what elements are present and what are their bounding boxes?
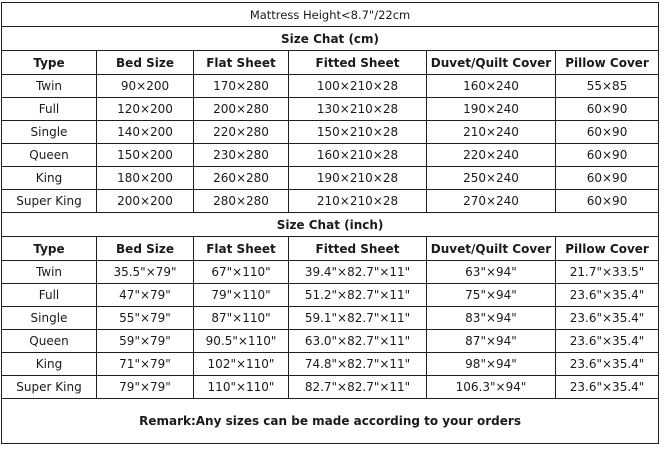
cell-type: Super King xyxy=(2,190,97,213)
cell-duvet-cover: 83"×94" xyxy=(427,307,556,330)
cell-bed-size: 35.5"×79" xyxy=(97,261,194,284)
table-row xyxy=(2,98,659,121)
table-row xyxy=(2,261,659,284)
column-header-pillow-cover: Pillow Cover xyxy=(556,51,659,75)
column-header-type: Type xyxy=(2,237,97,261)
table-row xyxy=(2,144,659,167)
cell-fitted-sheet: 74.8"×82.7"×11" xyxy=(289,353,427,376)
table-row xyxy=(2,75,659,98)
cell-type: Single xyxy=(2,307,97,330)
cell-fitted-sheet: 39.4"×82.7"×11" xyxy=(289,261,427,284)
remark-text: Remark:Any sizes can be made according to your orders xyxy=(2,399,659,444)
cell-flat-sheet: 110"×110" xyxy=(194,376,289,399)
table-row xyxy=(2,330,659,353)
column-header-flat-sheet: Flat Sheet xyxy=(194,51,289,75)
cell-fitted-sheet: 82.7"×82.7"×11" xyxy=(289,376,427,399)
cell-pillow-cover: 23.6"×35.4" xyxy=(556,307,659,330)
cell-duvet-cover: 270×240 xyxy=(427,190,556,213)
cell-fitted-sheet: 59.1"×82.7"×11" xyxy=(289,307,427,330)
cell-pillow-cover: 60×90 xyxy=(556,190,659,213)
cell-fitted-sheet: 63.0"×82.7"×11" xyxy=(289,330,427,353)
cell-flat-sheet: 220×280 xyxy=(194,121,289,144)
cell-flat-sheet: 79"×110" xyxy=(194,284,289,307)
cell-pillow-cover: 60×90 xyxy=(556,167,659,190)
cell-duvet-cover: 220×240 xyxy=(427,144,556,167)
column-header-type: Type xyxy=(2,51,97,75)
cell-flat-sheet: 90.5"×110" xyxy=(194,330,289,353)
cell-type: Twin xyxy=(2,261,97,284)
cell-fitted-sheet: 51.2"×82.7"×11" xyxy=(289,284,427,307)
cell-duvet-cover: 63"×94" xyxy=(427,261,556,284)
cell-pillow-cover: 60×90 xyxy=(556,144,659,167)
column-header-bed-size: Bed Size xyxy=(97,51,194,75)
cell-pillow-cover: 60×90 xyxy=(556,98,659,121)
table-row xyxy=(2,376,659,399)
cell-bed-size: 79"×79" xyxy=(97,376,194,399)
cell-flat-sheet: 67"×110" xyxy=(194,261,289,284)
cell-duvet-cover: 106.3"×94" xyxy=(427,376,556,399)
cell-fitted-sheet: 190×210×28 xyxy=(289,167,427,190)
cell-fitted-sheet: 150×210×28 xyxy=(289,121,427,144)
column-header-duvet-cover: Duvet/Quilt Cover xyxy=(427,237,556,261)
cell-pillow-cover: 23.6"×35.4" xyxy=(556,353,659,376)
column-header-flat-sheet: Flat Sheet xyxy=(194,237,289,261)
section-title-inch: Size Chat (inch) xyxy=(2,213,659,237)
table-row xyxy=(2,284,659,307)
remark-row xyxy=(2,399,659,444)
cell-bed-size: 140×200 xyxy=(97,121,194,144)
cell-bed-size: 59"×79" xyxy=(97,330,194,353)
cell-duvet-cover: 87"×94" xyxy=(427,330,556,353)
cell-pillow-cover: 23.6"×35.4" xyxy=(556,330,659,353)
cell-flat-sheet: 230×280 xyxy=(194,144,289,167)
cell-duvet-cover: 210×240 xyxy=(427,121,556,144)
column-header-row-cm xyxy=(2,51,659,75)
cell-pillow-cover: 23.6"×35.4" xyxy=(556,376,659,399)
column-header-fitted-sheet: Fitted Sheet xyxy=(289,51,427,75)
cell-bed-size: 71"×79" xyxy=(97,353,194,376)
cell-type: Full xyxy=(2,98,97,121)
cell-flat-sheet: 87"×110" xyxy=(194,307,289,330)
cell-bed-size: 120×200 xyxy=(97,98,194,121)
section-title-cm: Size Chat (cm) xyxy=(2,27,659,51)
cell-duvet-cover: 75"×94" xyxy=(427,284,556,307)
table-row xyxy=(2,353,659,376)
cell-pillow-cover: 21.7"×33.5" xyxy=(556,261,659,284)
cell-fitted-sheet: 100×210×28 xyxy=(289,75,427,98)
cell-duvet-cover: 190×240 xyxy=(427,98,556,121)
cell-type: King xyxy=(2,353,97,376)
cell-duvet-cover: 98"×94" xyxy=(427,353,556,376)
size-chart-table xyxy=(1,2,659,444)
cell-type: Full xyxy=(2,284,97,307)
cell-flat-sheet: 102"×110" xyxy=(194,353,289,376)
cell-bed-size: 47"×79" xyxy=(97,284,194,307)
cell-duvet-cover: 160×240 xyxy=(427,75,556,98)
cell-fitted-sheet: 130×210×28 xyxy=(289,98,427,121)
cell-duvet-cover: 250×240 xyxy=(427,167,556,190)
cell-pillow-cover: 55×85 xyxy=(556,75,659,98)
table-row xyxy=(2,121,659,144)
cell-flat-sheet: 170×280 xyxy=(194,75,289,98)
mattress-height-title: Mattress Height<8.7"/22cm xyxy=(2,3,659,27)
title-row xyxy=(2,3,659,27)
cell-bed-size: 200×200 xyxy=(97,190,194,213)
cell-bed-size: 55"×79" xyxy=(97,307,194,330)
cell-pillow-cover: 23.6"×35.4" xyxy=(556,284,659,307)
table-row xyxy=(2,307,659,330)
cell-type: Twin xyxy=(2,75,97,98)
cell-flat-sheet: 260×280 xyxy=(194,167,289,190)
cell-fitted-sheet: 210×210×28 xyxy=(289,190,427,213)
column-header-pillow-cover: Pillow Cover xyxy=(556,237,659,261)
cell-fitted-sheet: 160×210×28 xyxy=(289,144,427,167)
table-row xyxy=(2,167,659,190)
table-row xyxy=(2,190,659,213)
cell-bed-size: 150×200 xyxy=(97,144,194,167)
cell-type: Queen xyxy=(2,330,97,353)
cell-type: Super King xyxy=(2,376,97,399)
column-header-bed-size: Bed Size xyxy=(97,237,194,261)
cell-bed-size: 180×200 xyxy=(97,167,194,190)
cell-type: King xyxy=(2,167,97,190)
cell-type: Queen xyxy=(2,144,97,167)
section-title-row-cm xyxy=(2,27,659,51)
column-header-duvet-cover: Duvet/Quilt Cover xyxy=(427,51,556,75)
size-chart-body xyxy=(2,3,659,444)
cell-bed-size: 90×200 xyxy=(97,75,194,98)
cell-flat-sheet: 280×280 xyxy=(194,190,289,213)
cell-type: Single xyxy=(2,121,97,144)
column-header-fitted-sheet: Fitted Sheet xyxy=(289,237,427,261)
cell-flat-sheet: 200×280 xyxy=(194,98,289,121)
column-header-row-inch xyxy=(2,237,659,261)
section-title-row-inch xyxy=(2,213,659,237)
cell-pillow-cover: 60×90 xyxy=(556,121,659,144)
